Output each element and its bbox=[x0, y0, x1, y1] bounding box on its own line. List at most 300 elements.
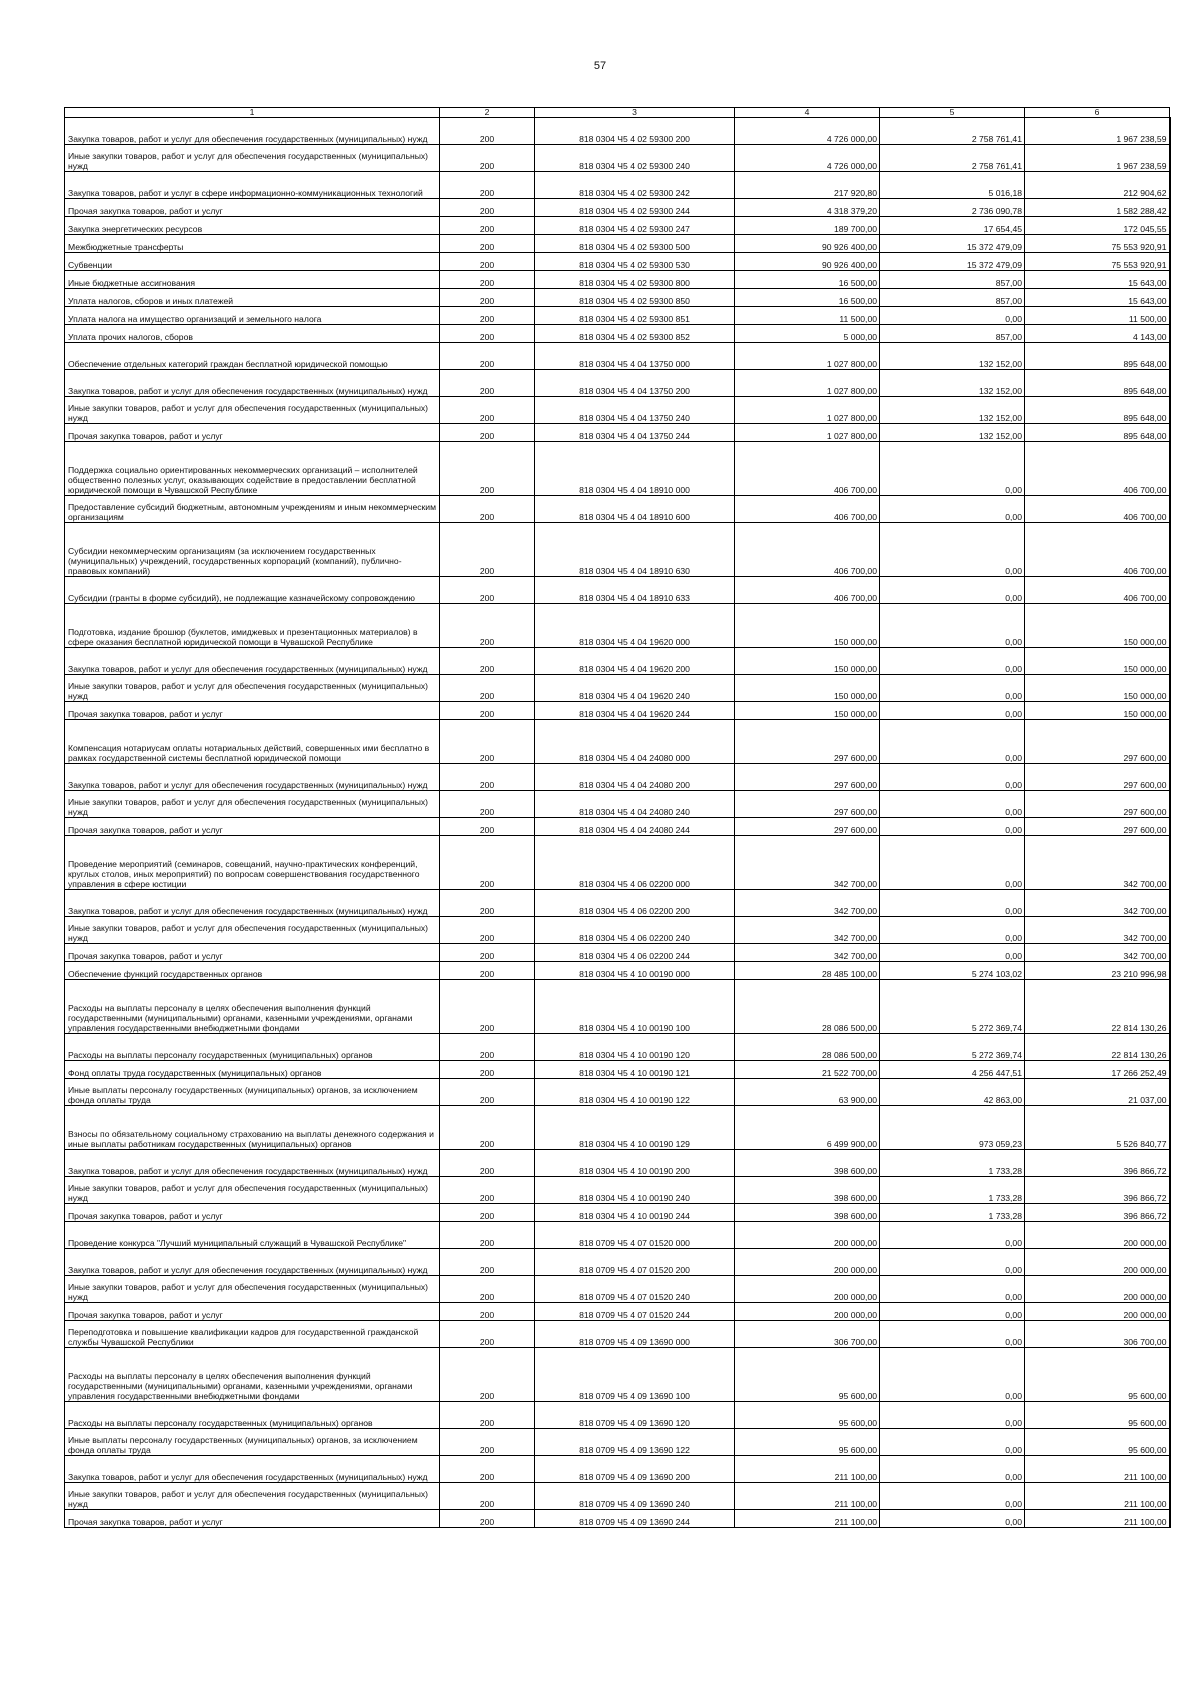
row-value-col6: 4 143,00 bbox=[1025, 325, 1170, 343]
row-value-col5: 0,00 bbox=[880, 1429, 1025, 1456]
row-budget-code: 818 0304 Ч5 4 04 24080 240 bbox=[535, 791, 735, 818]
row-value-col4: 11 500,00 bbox=[735, 307, 880, 325]
row-value-col5: 42 863,00 bbox=[880, 1079, 1025, 1106]
row-name: Закупка энергетических ресурсов bbox=[65, 217, 440, 235]
row-value-col6: 396 866,72 bbox=[1025, 1177, 1170, 1204]
table-row bbox=[65, 1034, 1170, 1061]
row-value-col5: 0,00 bbox=[880, 1348, 1025, 1402]
row-budget-code: 818 0304 Ч5 4 06 02200 200 bbox=[535, 890, 735, 917]
row-name: Подготовка, издание брошюр (буклетов, имиджевых и презентационных материалов) в сфере оказания бесплатной юридической помощи в Чувашской Республике bbox=[65, 604, 440, 648]
table-row bbox=[65, 720, 1170, 764]
table-row bbox=[65, 217, 1170, 235]
row-budget-code: 818 0709 Ч5 4 09 13690 000 bbox=[535, 1321, 735, 1348]
row-budget-code: 818 0304 Ч5 4 02 59300 530 bbox=[535, 253, 735, 271]
table-row bbox=[65, 604, 1170, 648]
row-value-col6: 342 700,00 bbox=[1025, 890, 1170, 917]
row-value-col6: 342 700,00 bbox=[1025, 944, 1170, 962]
row-value-col5: 1 733,28 bbox=[880, 1150, 1025, 1177]
row-value-col6: 297 600,00 bbox=[1025, 764, 1170, 791]
row-value-col6: 211 100,00 bbox=[1025, 1456, 1170, 1483]
table-row bbox=[65, 980, 1170, 1034]
row-admin-code: 200 bbox=[440, 944, 535, 962]
row-value-col5: 857,00 bbox=[880, 271, 1025, 289]
table-row bbox=[65, 1222, 1170, 1249]
row-value-col4: 21 522 700,00 bbox=[735, 1061, 880, 1079]
row-name: Прочая закупка товаров, работ и услуг bbox=[65, 199, 440, 217]
row-value-col6: 406 700,00 bbox=[1025, 577, 1170, 604]
row-value-col6: 95 600,00 bbox=[1025, 1429, 1170, 1456]
row-budget-code: 818 0304 Ч5 4 06 02200 244 bbox=[535, 944, 735, 962]
row-value-col4: 4 318 379,20 bbox=[735, 199, 880, 217]
table-row bbox=[65, 307, 1170, 325]
row-admin-code: 200 bbox=[440, 271, 535, 289]
row-name: Прочая закупка товаров, работ и услуг bbox=[65, 424, 440, 442]
row-name: Иные закупки товаров, работ и услуг для обеспечения государственных (муниципальных) нужд bbox=[65, 791, 440, 818]
table-row bbox=[65, 1061, 1170, 1079]
row-budget-code: 818 0304 Ч5 4 02 59300 800 bbox=[535, 271, 735, 289]
table-row bbox=[65, 1204, 1170, 1222]
row-name: Уплата прочих налогов, сборов bbox=[65, 325, 440, 343]
row-value-col4: 211 100,00 bbox=[735, 1483, 880, 1510]
table-row bbox=[65, 791, 1170, 818]
row-name: Иные закупки товаров, работ и услуг для обеспечения государственных (муниципальных) нужд bbox=[65, 675, 440, 702]
row-value-col5: 132 152,00 bbox=[880, 370, 1025, 397]
table-row bbox=[65, 1456, 1170, 1483]
row-budget-code: 818 0709 Ч5 4 09 13690 200 bbox=[535, 1456, 735, 1483]
row-budget-code: 818 0304 Ч5 4 02 59300 244 bbox=[535, 199, 735, 217]
row-name: Закупка товаров, работ и услуг для обеспечения государственных (муниципальных) нужд bbox=[65, 1456, 440, 1483]
row-value-col6: 11 500,00 bbox=[1025, 307, 1170, 325]
row-value-col4: 200 000,00 bbox=[735, 1249, 880, 1276]
row-value-col6: 15 643,00 bbox=[1025, 289, 1170, 307]
row-value-col5: 0,00 bbox=[880, 720, 1025, 764]
row-value-col4: 150 000,00 bbox=[735, 604, 880, 648]
row-admin-code: 200 bbox=[440, 764, 535, 791]
row-value-col4: 1 027 800,00 bbox=[735, 370, 880, 397]
row-admin-code: 200 bbox=[440, 370, 535, 397]
table-row bbox=[65, 1483, 1170, 1510]
row-admin-code: 200 bbox=[440, 199, 535, 217]
row-budget-code: 818 0304 Ч5 4 04 19620 200 bbox=[535, 648, 735, 675]
row-name: Закупка товаров, работ и услуг для обеспечения государственных (муниципальных) нужд bbox=[65, 890, 440, 917]
row-value-col4: 297 600,00 bbox=[735, 720, 880, 764]
row-value-col4: 90 926 400,00 bbox=[735, 235, 880, 253]
row-value-col6: 396 866,72 bbox=[1025, 1150, 1170, 1177]
row-value-col6: 895 648,00 bbox=[1025, 397, 1170, 424]
row-value-col4: 28 485 100,00 bbox=[735, 962, 880, 980]
row-value-col5: 1 733,28 bbox=[880, 1177, 1025, 1204]
row-budget-code: 818 0304 Ч5 4 04 13750 244 bbox=[535, 424, 735, 442]
row-value-col6: 895 648,00 bbox=[1025, 424, 1170, 442]
row-value-col5: 0,00 bbox=[880, 1249, 1025, 1276]
table-row bbox=[65, 397, 1170, 424]
row-value-col6: 200 000,00 bbox=[1025, 1249, 1170, 1276]
row-name: Иные выплаты персоналу государственных (муниципальных) органов, за исключением фонда оплаты труда bbox=[65, 1079, 440, 1106]
row-name: Расходы на выплаты персоналу государственных (муниципальных) органов bbox=[65, 1402, 440, 1429]
row-value-col4: 90 926 400,00 bbox=[735, 253, 880, 271]
row-value-col4: 406 700,00 bbox=[735, 577, 880, 604]
row-value-col6: 1 582 288,42 bbox=[1025, 199, 1170, 217]
row-admin-code: 200 bbox=[440, 343, 535, 370]
table-row bbox=[65, 836, 1170, 890]
row-value-col6: 200 000,00 bbox=[1025, 1276, 1170, 1303]
row-admin-code: 200 bbox=[440, 1483, 535, 1510]
row-budget-code: 818 0304 Ч5 4 02 59300 850 bbox=[535, 289, 735, 307]
row-name: Прочая закупка товаров, работ и услуг bbox=[65, 1204, 440, 1222]
row-value-col6: 406 700,00 bbox=[1025, 442, 1170, 496]
row-budget-code: 818 0304 Ч5 4 10 00190 120 bbox=[535, 1034, 735, 1061]
row-value-col6: 895 648,00 bbox=[1025, 343, 1170, 370]
row-name: Иные бюджетные ассигнования bbox=[65, 271, 440, 289]
row-value-col6: 406 700,00 bbox=[1025, 496, 1170, 523]
row-admin-code: 200 bbox=[440, 818, 535, 836]
row-value-col6: 95 600,00 bbox=[1025, 1348, 1170, 1402]
row-value-col6: 1 967 238,59 bbox=[1025, 118, 1170, 145]
row-value-col5: 973 059,23 bbox=[880, 1106, 1025, 1150]
row-name: Закупка товаров, работ и услуг для обеспечения государственных (муниципальных) нужд bbox=[65, 764, 440, 791]
row-budget-code: 818 0709 Ч5 4 07 01520 240 bbox=[535, 1276, 735, 1303]
row-value-col4: 217 920,80 bbox=[735, 172, 880, 199]
row-budget-code: 818 0304 Ч5 4 10 00190 121 bbox=[535, 1061, 735, 1079]
row-budget-code: 818 0304 Ч5 4 10 00190 129 bbox=[535, 1106, 735, 1150]
row-value-col6: 297 600,00 bbox=[1025, 720, 1170, 764]
row-budget-code: 818 0304 Ч5 4 04 18910 630 bbox=[535, 523, 735, 577]
row-value-col6: 211 100,00 bbox=[1025, 1510, 1170, 1528]
row-admin-code: 200 bbox=[440, 424, 535, 442]
table-row bbox=[65, 1177, 1170, 1204]
row-admin-code: 200 bbox=[440, 702, 535, 720]
row-value-col5: 4 256 447,51 bbox=[880, 1061, 1025, 1079]
row-value-col6: 150 000,00 bbox=[1025, 702, 1170, 720]
table-row bbox=[65, 917, 1170, 944]
row-value-col6: 1 967 238,59 bbox=[1025, 145, 1170, 172]
column-header-6: 6 bbox=[1025, 108, 1170, 118]
row-value-col6: 200 000,00 bbox=[1025, 1222, 1170, 1249]
row-budget-code: 818 0304 Ч5 4 04 18910 000 bbox=[535, 442, 735, 496]
row-name: Межбюджетные трансферты bbox=[65, 235, 440, 253]
table-row bbox=[65, 325, 1170, 343]
row-admin-code: 200 bbox=[440, 648, 535, 675]
table-row bbox=[65, 1150, 1170, 1177]
row-name: Прочая закупка товаров, работ и услуг bbox=[65, 1303, 440, 1321]
row-value-col6: 150 000,00 bbox=[1025, 648, 1170, 675]
row-admin-code: 200 bbox=[440, 1429, 535, 1456]
row-value-col5: 0,00 bbox=[880, 917, 1025, 944]
row-name: Расходы на выплаты персоналу в целях обеспечения выполнения функций государственными (муниципальными) органами, казенными учреждениями, органами управления государственными внебюджетными фондами bbox=[65, 980, 440, 1034]
table-row bbox=[65, 118, 1170, 145]
row-admin-code: 200 bbox=[440, 1249, 535, 1276]
row-value-col4: 1 027 800,00 bbox=[735, 343, 880, 370]
row-budget-code: 818 0304 Ч5 4 06 02200 000 bbox=[535, 836, 735, 890]
row-value-col4: 150 000,00 bbox=[735, 702, 880, 720]
row-value-col4: 189 700,00 bbox=[735, 217, 880, 235]
table-row bbox=[65, 145, 1170, 172]
row-value-col4: 5 000,00 bbox=[735, 325, 880, 343]
row-value-col6: 172 045,55 bbox=[1025, 217, 1170, 235]
row-value-col5: 0,00 bbox=[880, 1303, 1025, 1321]
row-admin-code: 200 bbox=[440, 523, 535, 577]
row-value-col5: 0,00 bbox=[880, 577, 1025, 604]
row-name: Компенсация нотариусам оплаты нотариальных действий, совершенных ими бесплатно в рамках государственной системы бесплатной юридической помощи bbox=[65, 720, 440, 764]
row-budget-code: 818 0709 Ч5 4 09 13690 122 bbox=[535, 1429, 735, 1456]
row-admin-code: 200 bbox=[440, 1204, 535, 1222]
row-value-col5: 5 272 369,74 bbox=[880, 980, 1025, 1034]
table-row bbox=[65, 442, 1170, 496]
row-value-col5: 0,00 bbox=[880, 1483, 1025, 1510]
row-value-col4: 28 086 500,00 bbox=[735, 1034, 880, 1061]
row-value-col4: 200 000,00 bbox=[735, 1303, 880, 1321]
row-admin-code: 200 bbox=[440, 307, 535, 325]
row-budget-code: 818 0709 Ч5 4 09 13690 100 bbox=[535, 1348, 735, 1402]
row-value-col6: 75 553 920,91 bbox=[1025, 253, 1170, 271]
row-value-col4: 1 027 800,00 bbox=[735, 424, 880, 442]
table-row bbox=[65, 199, 1170, 217]
row-value-col4: 342 700,00 bbox=[735, 836, 880, 890]
row-value-col6: 212 904,62 bbox=[1025, 172, 1170, 199]
row-value-col6: 17 266 252,49 bbox=[1025, 1061, 1170, 1079]
table-row bbox=[65, 890, 1170, 917]
row-budget-code: 818 0304 Ч5 4 04 24080 244 bbox=[535, 818, 735, 836]
row-admin-code: 200 bbox=[440, 496, 535, 523]
table-row bbox=[65, 577, 1170, 604]
row-value-col4: 150 000,00 bbox=[735, 675, 880, 702]
row-admin-code: 200 bbox=[440, 720, 535, 764]
row-value-col5: 0,00 bbox=[880, 1321, 1025, 1348]
row-admin-code: 200 bbox=[440, 1034, 535, 1061]
row-value-col4: 297 600,00 bbox=[735, 764, 880, 791]
table-row bbox=[65, 1079, 1170, 1106]
row-value-col5: 0,00 bbox=[880, 791, 1025, 818]
row-admin-code: 200 bbox=[440, 118, 535, 145]
row-name: Обеспечение отдельных категорий граждан бесплатной юридической помощью bbox=[65, 343, 440, 370]
row-value-col5: 5 274 103,02 bbox=[880, 962, 1025, 980]
row-value-col6: 15 643,00 bbox=[1025, 271, 1170, 289]
table-row bbox=[65, 271, 1170, 289]
row-budget-code: 818 0304 Ч5 4 02 59300 242 bbox=[535, 172, 735, 199]
column-header-2: 2 bbox=[440, 108, 535, 118]
row-value-col6: 150 000,00 bbox=[1025, 675, 1170, 702]
table-row bbox=[65, 962, 1170, 980]
row-name: Проведение конкурса "Лучший муниципальный служащий в Чувашской Республике" bbox=[65, 1222, 440, 1249]
row-name: Расходы на выплаты персоналу государственных (муниципальных) органов bbox=[65, 1034, 440, 1061]
row-value-col5: 0,00 bbox=[880, 442, 1025, 496]
row-value-col4: 406 700,00 bbox=[735, 523, 880, 577]
row-budget-code: 818 0709 Ч5 4 09 13690 240 bbox=[535, 1483, 735, 1510]
table-row bbox=[65, 1348, 1170, 1402]
row-admin-code: 200 bbox=[440, 604, 535, 648]
row-budget-code: 818 0304 Ч5 4 04 13750 200 bbox=[535, 370, 735, 397]
row-name: Проведение мероприятий (семинаров, совещаний, научно-практических конференций, круглых столов, иных мероприятий) по вопросам совершенствования государственного управления в сфере юстиции bbox=[65, 836, 440, 890]
page-number: 57 bbox=[593, 60, 607, 72]
row-value-col6: 306 700,00 bbox=[1025, 1321, 1170, 1348]
row-admin-code: 200 bbox=[440, 1276, 535, 1303]
table-row bbox=[65, 370, 1170, 397]
row-value-col5: 2 758 761,41 bbox=[880, 118, 1025, 145]
row-value-col6: 22 814 130,26 bbox=[1025, 980, 1170, 1034]
column-header-3: 3 bbox=[535, 108, 735, 118]
table-row bbox=[65, 1106, 1170, 1150]
row-value-col5: 15 372 479,09 bbox=[880, 235, 1025, 253]
row-budget-code: 818 0304 Ч5 4 04 13750 240 bbox=[535, 397, 735, 424]
row-value-col4: 297 600,00 bbox=[735, 818, 880, 836]
row-budget-code: 818 0304 Ч5 4 02 59300 200 bbox=[535, 118, 735, 145]
row-budget-code: 818 0709 Ч5 4 07 01520 200 bbox=[535, 1249, 735, 1276]
row-value-col6: 95 600,00 bbox=[1025, 1402, 1170, 1429]
row-admin-code: 200 bbox=[440, 253, 535, 271]
row-value-col6: 297 600,00 bbox=[1025, 818, 1170, 836]
table-row bbox=[65, 424, 1170, 442]
row-value-col4: 95 600,00 bbox=[735, 1402, 880, 1429]
row-budget-code: 818 0304 Ч5 4 04 18910 600 bbox=[535, 496, 735, 523]
row-admin-code: 200 bbox=[440, 675, 535, 702]
row-budget-code: 818 0304 Ч5 4 06 02200 240 bbox=[535, 917, 735, 944]
row-budget-code: 818 0304 Ч5 4 04 18910 633 bbox=[535, 577, 735, 604]
row-value-col6: 396 866,72 bbox=[1025, 1204, 1170, 1222]
row-name: Уплата налога на имущество организаций и земельного налога bbox=[65, 307, 440, 325]
row-value-col5: 132 152,00 bbox=[880, 397, 1025, 424]
row-name: Прочая закупка товаров, работ и услуг bbox=[65, 1510, 440, 1528]
row-value-col5: 0,00 bbox=[880, 836, 1025, 890]
row-value-col6: 895 648,00 bbox=[1025, 370, 1170, 397]
row-value-col5: 0,00 bbox=[880, 890, 1025, 917]
column-header-5: 5 bbox=[880, 108, 1025, 118]
row-admin-code: 200 bbox=[440, 1348, 535, 1402]
row-value-col4: 398 600,00 bbox=[735, 1177, 880, 1204]
row-admin-code: 200 bbox=[440, 962, 535, 980]
row-value-col4: 306 700,00 bbox=[735, 1321, 880, 1348]
row-name: Иные закупки товаров, работ и услуг для обеспечения государственных (муниципальных) нужд bbox=[65, 1483, 440, 1510]
row-value-col6: 75 553 920,91 bbox=[1025, 235, 1170, 253]
row-admin-code: 200 bbox=[440, 917, 535, 944]
table-row bbox=[65, 172, 1170, 199]
row-value-col5: 0,00 bbox=[880, 604, 1025, 648]
row-name: Иные закупки товаров, работ и услуг для обеспечения государственных (муниципальных) нужд bbox=[65, 145, 440, 172]
row-value-col5: 0,00 bbox=[880, 648, 1025, 675]
row-name: Прочая закупка товаров, работ и услуг bbox=[65, 702, 440, 720]
table-header-row bbox=[65, 108, 1170, 118]
row-budget-code: 818 0304 Ч5 4 10 00190 200 bbox=[535, 1150, 735, 1177]
table-row bbox=[65, 1276, 1170, 1303]
row-admin-code: 200 bbox=[440, 217, 535, 235]
row-admin-code: 200 bbox=[440, 1402, 535, 1429]
row-admin-code: 200 bbox=[440, 1150, 535, 1177]
table-row bbox=[65, 1510, 1170, 1528]
row-value-col4: 200 000,00 bbox=[735, 1276, 880, 1303]
row-value-col5: 0,00 bbox=[880, 523, 1025, 577]
column-header-1: 1 bbox=[65, 108, 440, 118]
row-budget-code: 818 0304 Ч5 4 10 00190 240 bbox=[535, 1177, 735, 1204]
row-name: Закупка товаров, работ и услуг для обеспечения государственных (муниципальных) нужд bbox=[65, 1150, 440, 1177]
row-value-col5: 1 733,28 bbox=[880, 1204, 1025, 1222]
row-name: Иные закупки товаров, работ и услуг для обеспечения государственных (муниципальных) нужд bbox=[65, 397, 440, 424]
row-budget-code: 818 0304 Ч5 4 10 00190 244 bbox=[535, 1204, 735, 1222]
row-value-col4: 4 726 000,00 bbox=[735, 145, 880, 172]
row-value-col6: 297 600,00 bbox=[1025, 791, 1170, 818]
row-name: Поддержка социально ориентированных некоммерческих организаций – исполнителей общественно полезных услуг, оказывающих содействие в предоставлении бесплатной юридической помощи в Чувашской Республике bbox=[65, 442, 440, 496]
row-value-col6: 342 700,00 bbox=[1025, 917, 1170, 944]
row-value-col4: 200 000,00 bbox=[735, 1222, 880, 1249]
row-value-col4: 297 600,00 bbox=[735, 791, 880, 818]
row-name: Субвенции bbox=[65, 253, 440, 271]
table-body bbox=[65, 118, 1170, 1528]
row-name: Переподготовка и повышение квалификации кадров для государственной гражданской службы Чувашской Республики bbox=[65, 1321, 440, 1348]
row-admin-code: 200 bbox=[440, 1303, 535, 1321]
row-value-col5: 0,00 bbox=[880, 307, 1025, 325]
row-value-col6: 406 700,00 bbox=[1025, 523, 1170, 577]
row-value-col6: 342 700,00 bbox=[1025, 836, 1170, 890]
row-admin-code: 200 bbox=[440, 1510, 535, 1528]
row-name: Фонд оплаты труда государственных (муниципальных) органов bbox=[65, 1061, 440, 1079]
row-value-col4: 1 027 800,00 bbox=[735, 397, 880, 424]
column-header-4: 4 bbox=[735, 108, 880, 118]
row-value-col4: 342 700,00 bbox=[735, 917, 880, 944]
row-admin-code: 200 bbox=[440, 1177, 535, 1204]
row-value-col6: 21 037,00 bbox=[1025, 1079, 1170, 1106]
row-value-col4: 95 600,00 bbox=[735, 1348, 880, 1402]
row-budget-code: 818 0304 Ч5 4 04 19620 000 bbox=[535, 604, 735, 648]
row-name: Субсидии некоммерческим организациям (за исключением государственных (муниципальных) учреждений, государственных корпораций (компаний), публично-правовых компаний) bbox=[65, 523, 440, 577]
row-budget-code: 818 0304 Ч5 4 02 59300 240 bbox=[535, 145, 735, 172]
row-budget-code: 818 0304 Ч5 4 04 24080 000 bbox=[535, 720, 735, 764]
table-row bbox=[65, 289, 1170, 307]
table-row bbox=[65, 523, 1170, 577]
row-admin-code: 200 bbox=[440, 791, 535, 818]
row-budget-code: 818 0709 Ч5 4 09 13690 120 bbox=[535, 1402, 735, 1429]
row-value-col4: 398 600,00 bbox=[735, 1150, 880, 1177]
row-name: Иные закупки товаров, работ и услуг для обеспечения государственных (муниципальных) нужд bbox=[65, 1276, 440, 1303]
row-name: Закупка товаров, работ и услуг для обеспечения государственных (муниципальных) нужд bbox=[65, 370, 440, 397]
row-value-col4: 28 086 500,00 bbox=[735, 980, 880, 1034]
row-value-col5: 17 654,45 bbox=[880, 217, 1025, 235]
table-row bbox=[65, 818, 1170, 836]
row-value-col5: 132 152,00 bbox=[880, 343, 1025, 370]
row-value-col4: 16 500,00 bbox=[735, 289, 880, 307]
row-budget-code: 818 0304 Ч5 4 04 19620 244 bbox=[535, 702, 735, 720]
row-name: Обеспечение функций государственных органов bbox=[65, 962, 440, 980]
row-budget-code: 818 0304 Ч5 4 10 00190 100 bbox=[535, 980, 735, 1034]
row-value-col4: 211 100,00 bbox=[735, 1456, 880, 1483]
row-admin-code: 200 bbox=[440, 442, 535, 496]
row-admin-code: 200 bbox=[440, 235, 535, 253]
budget-table bbox=[64, 107, 1171, 1528]
row-budget-code: 818 0709 Ч5 4 07 01520 000 bbox=[535, 1222, 735, 1249]
row-value-col5: 0,00 bbox=[880, 1276, 1025, 1303]
row-value-col5: 0,00 bbox=[880, 1456, 1025, 1483]
row-admin-code: 200 bbox=[440, 1079, 535, 1106]
row-name: Прочая закупка товаров, работ и услуг bbox=[65, 944, 440, 962]
row-value-col4: 6 499 900,00 bbox=[735, 1106, 880, 1150]
row-admin-code: 200 bbox=[440, 145, 535, 172]
row-name: Субсидии (гранты в форме субсидий), не подлежащие казначейскому сопровождению bbox=[65, 577, 440, 604]
row-name: Закупка товаров, работ и услуг для обеспечения государственных (муниципальных) нужд bbox=[65, 1249, 440, 1276]
row-budget-code: 818 0304 Ч5 4 02 59300 247 bbox=[535, 217, 735, 235]
row-value-col6: 211 100,00 bbox=[1025, 1483, 1170, 1510]
row-value-col5: 5 272 369,74 bbox=[880, 1034, 1025, 1061]
table-row bbox=[65, 496, 1170, 523]
row-value-col4: 63 900,00 bbox=[735, 1079, 880, 1106]
row-value-col4: 150 000,00 bbox=[735, 648, 880, 675]
row-value-col5: 0,00 bbox=[880, 1402, 1025, 1429]
row-name: Взносы по обязательному социальному страхованию на выплаты денежного содержания и иные выплаты работникам государственных (муниципальных) органов bbox=[65, 1106, 440, 1150]
row-name: Иные закупки товаров, работ и услуг для обеспечения государственных (муниципальных) нужд bbox=[65, 1177, 440, 1204]
row-value-col5: 857,00 bbox=[880, 289, 1025, 307]
row-value-col5: 132 152,00 bbox=[880, 424, 1025, 442]
row-value-col6: 5 526 840,77 bbox=[1025, 1106, 1170, 1150]
row-value-col4: 342 700,00 bbox=[735, 890, 880, 917]
row-value-col5: 15 372 479,09 bbox=[880, 253, 1025, 271]
row-value-col4: 406 700,00 bbox=[735, 496, 880, 523]
row-admin-code: 200 bbox=[440, 577, 535, 604]
